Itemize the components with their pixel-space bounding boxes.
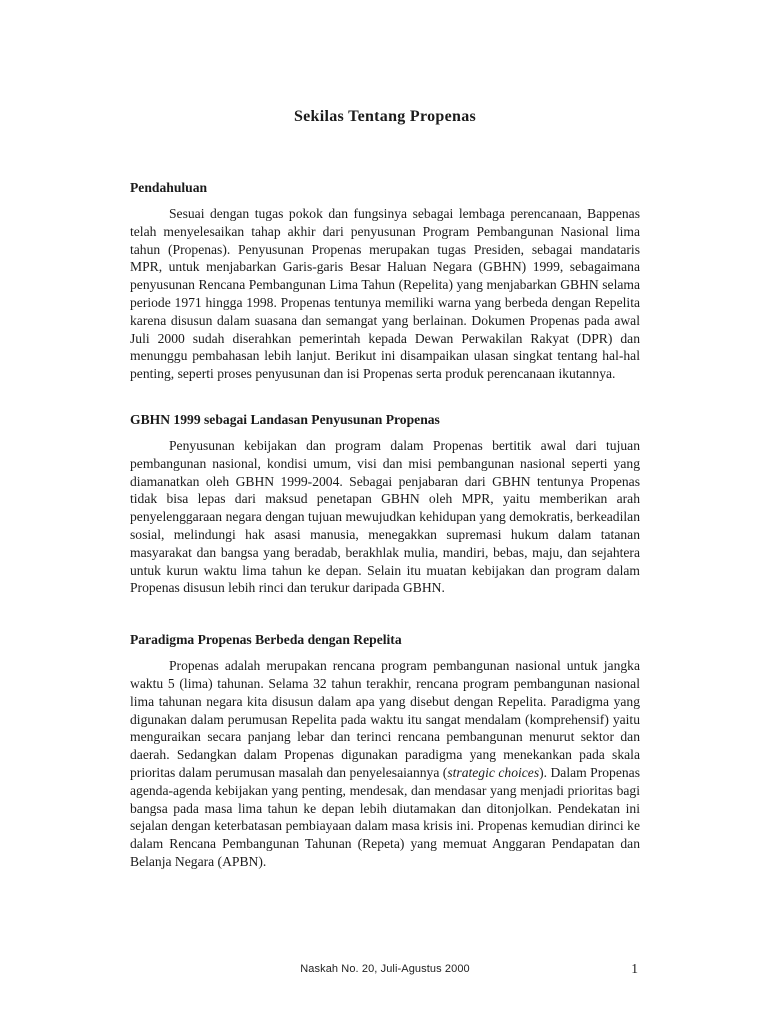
paragraph-paradigma xyxy=(130,657,640,871)
page-footer xyxy=(130,961,640,981)
paragraph-paradigma-segment-2: ). Dalam Propenas agenda-agenda kebijakan yang penting, mendesak, dan mendasar yang menjadi prioritas bagi bangsa pada masa lima tahun ke depan lebih diutamakan dan ditonjolkan. Pendekatan ini sejalan dengan keterbatasan pembiayaan dalam masa krisis ini. Propenas kemudian dirinci ke dalam Rencana Pembangunan Tahunan (Repeta) yang memuat Anggaran Pendapatan dan Belanja Negara (APBN). xyxy=(130,764,641,869)
document-title: Sekilas Tentang Propenas xyxy=(293,108,477,125)
section-paradigma xyxy=(130,631,640,871)
paragraph-gbhn-1999: Penyusunan kebijakan dan program dalam Propenas bertitik awal dari tujuan pembangunan nasional, kondisi umum, visi dan misi pembangunan nasional seperti yang diamanatkan oleh GBHN 1999-2004. Sebagai penjabaran dari GBHN tentunya Propenas tidak bisa lepas dari maksud penetapan GBHN oleh MPR, yaitu memberikan arah penyelenggaraan negara dengan tujuan mewujudkan kehidupan yang demokratis, berkeadilan sosial, melindungi hak asasi manusia, menegakkan supremasi hukum dalam tatanan masyarakat dan bangsa yang beradab, berakhlak mulia, mandiri, bebas, maju, dan sejahtera untuk kurun waktu lima tahun ke depan. Selain itu muatan kebijakan dan program dalam Propenas disusun lebih rinci dan terukur daripada GBHN. xyxy=(130,437,640,596)
paragraph-paradigma-segment-italic: strategic choices xyxy=(447,764,540,780)
section-heading-paradigma: Paradigma Propenas Berbeda dengan Repelita xyxy=(130,632,402,648)
paragraph-paradigma-segment-1: Propenas adalah merupakan rencana program pembangunan nasional untuk jangka waktu 5 (lima) tahunan. Selama 32 tahun terakhir, rencana program pembangunan nasional lima tahunan negara kita disusun dalam apa yang disebut dengan Repelita. Paradigma yang digunakan dalam perumusan Repelita pada waktu itu sangat mendalam (komprehensif) yaitu menguraikan secara panjang lebar dan terinci rencana pembangunan menurut sektor dan daerah. Sedangkan dalam Propenas digunakan paradigma yang menekankan pada skala prioritas dalam perumusan masalah dan penyelesaiannya ( xyxy=(130,658,640,780)
section-pendahuluan xyxy=(130,179,640,383)
section-heading-gbhn-1999: GBHN 1999 sebagai Landasan Penyusunan Propenas xyxy=(130,411,440,427)
section-gbhn-1999 xyxy=(130,411,640,597)
footer-issue-text: Naskah No. 20, Juli-Agustus 2000 xyxy=(300,963,470,975)
section-heading-pendahuluan: Pendahuluan xyxy=(130,180,208,195)
paragraph-pendahuluan: Sesuai dengan tugas pokok dan fungsinya sebagai lembaga perencanaan, Bappenas telah menyelesaikan tahap akhir dari penyusunan Program Pembangunan Nasional lima tahun (Propenas). Penyusunan Propenas merupakan tugas Presiden, sebagai mandataris MPR, untuk menjabarkan Garis-garis Besar Haluan Negara (GBHN) 1999, sebagaimana penyusunan Rencana Pembangunan Lima Tahun (Repelita) yang menjabarkan GBHN selama periode 1971 hingga 1998. Propenas tentunya memiliki warna yang berbeda dengan Repelita karena disusun dalam suasana dan semangat yang berlainan. Dokumen Propenas pada awal Juli 2000 sudah diserahkan pemerintah kepada Dewan Perwakilan Rakyat (DPR) dan menunggu pembahasan lebih lanjut. Berikut ini disampaikan ulasan singkat tentang hal-hal penting, seperti proses penyusunan dan isi Propenas serta produk perencanaan ikutannya. xyxy=(130,206,640,382)
footer-page-number: 1 xyxy=(631,961,638,976)
